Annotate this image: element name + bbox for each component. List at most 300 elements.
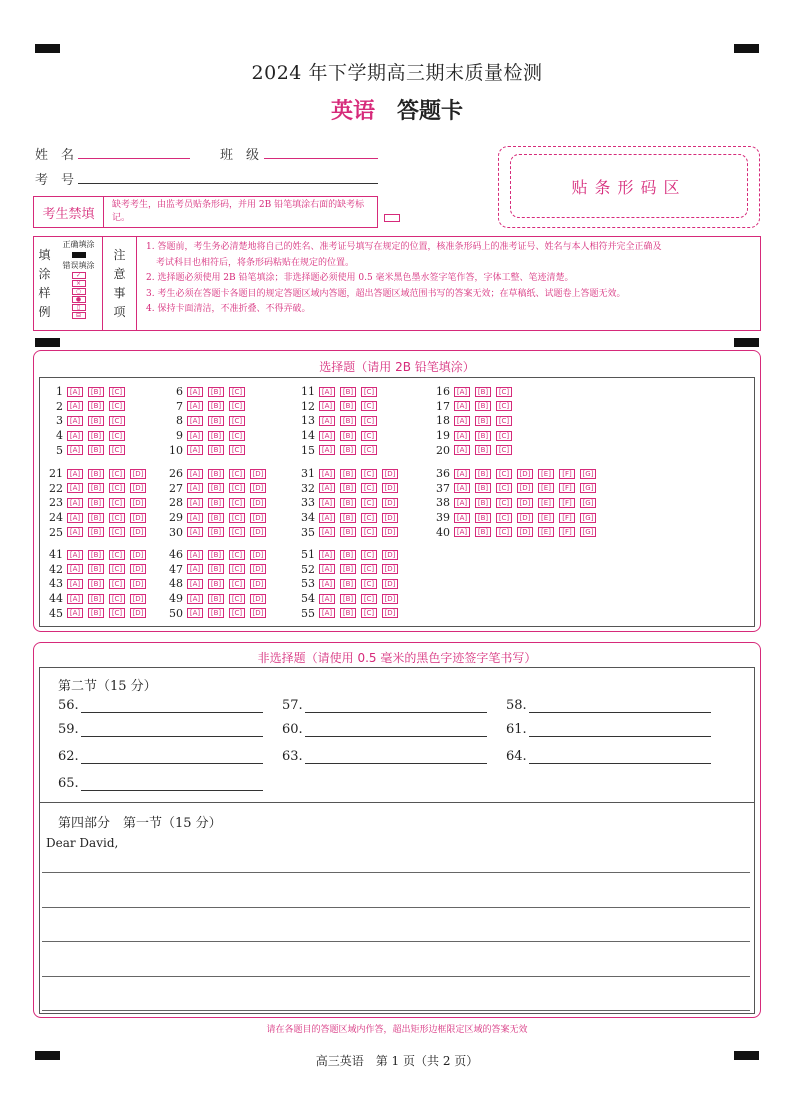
question-number: 39 xyxy=(436,511,450,525)
option-bubble-d[interactable]: [D] xyxy=(250,579,266,589)
question-24 xyxy=(43,511,151,524)
option-bubble-c[interactable]: [C] xyxy=(496,513,512,523)
option-bubble-d[interactable]: [D] xyxy=(130,579,146,589)
option-bubble-b[interactable]: [B] xyxy=(208,416,224,426)
option-bubble-d[interactable]: [D] xyxy=(130,550,146,560)
subject-label: 英语 xyxy=(330,98,375,124)
option-bubble-b[interactable]: [B] xyxy=(340,527,356,537)
option-bubble-a[interactable]: [A] xyxy=(67,608,83,618)
question-number: 36 xyxy=(436,467,450,480)
option-bubble-c[interactable]: [C] xyxy=(109,445,125,455)
question-number: 7 xyxy=(176,399,183,413)
option-bubble-g[interactable]: [G] xyxy=(580,513,596,523)
option-bubble-b[interactable]: [B] xyxy=(88,498,104,508)
option-bubble-a[interactable]: [A] xyxy=(319,483,335,493)
question-36 xyxy=(430,467,601,480)
option-bubble-a[interactable]: [A] xyxy=(187,527,203,537)
option-bubble-a[interactable]: [A] xyxy=(187,513,203,523)
option-bubble-c[interactable]: [C] xyxy=(361,564,377,574)
option-bubble-a[interactable]: [A] xyxy=(187,469,203,479)
option-bubble-c[interactable]: [C] xyxy=(109,513,125,523)
page-footer: 高三英语 第 1 页（共 2 页） xyxy=(315,1054,479,1068)
option-bubble-a[interactable]: [A] xyxy=(67,527,83,537)
option-bubble-a[interactable]: [A] xyxy=(67,564,83,574)
notice-rule: 4. 保持卡面清洁，不准折叠、不得弄破。 xyxy=(146,304,311,314)
option-bubble-a[interactable]: [A] xyxy=(319,401,335,411)
option-bubble-c[interactable]: [C] xyxy=(361,594,377,604)
option-bubble-c[interactable]: [C] xyxy=(361,387,377,397)
notice-char: 项 xyxy=(113,304,126,319)
option-bubble-d[interactable]: [D] xyxy=(250,564,266,574)
question-number: 37 xyxy=(436,481,450,495)
blank-65[interactable] xyxy=(58,776,263,791)
option-bubble-b[interactable]: [B] xyxy=(88,550,104,560)
option-bubble-f[interactable]: [F] xyxy=(559,498,575,508)
option-bubble-c[interactable]: [C] xyxy=(109,416,125,426)
option-bubble-c[interactable]: [C] xyxy=(109,564,125,574)
option-bubble-c[interactable]: [C] xyxy=(496,483,512,493)
option-bubble-e[interactable]: [E] xyxy=(538,483,554,493)
option-bubble-c[interactable]: [C] xyxy=(109,401,125,411)
question-53 xyxy=(295,577,403,590)
question-number: 46 xyxy=(169,548,183,561)
option-bubble-b[interactable]: [B] xyxy=(340,431,356,441)
option-bubble-b[interactable]: [B] xyxy=(475,513,491,523)
option-bubble-a[interactable]: [A] xyxy=(187,498,203,508)
option-bubble-b[interactable]: [B] xyxy=(475,416,491,426)
option-bubble-d[interactable]: [D] xyxy=(250,550,266,560)
option-bubble-c[interactable]: [C] xyxy=(109,469,125,479)
option-bubble-b[interactable]: [B] xyxy=(475,527,491,537)
option-bubble-a[interactable]: [A] xyxy=(67,550,83,560)
option-bubble-b[interactable]: [B] xyxy=(208,483,224,493)
option-bubble-b[interactable]: [B] xyxy=(340,498,356,508)
question-8 xyxy=(163,414,250,427)
option-bubble-b[interactable]: [B] xyxy=(208,579,224,589)
option-bubble-a[interactable]: [A] xyxy=(187,387,203,397)
option-bubble-d[interactable]: [D] xyxy=(382,513,398,523)
option-bubble-e[interactable]: [E] xyxy=(538,527,554,537)
option-bubble-d[interactable]: [D] xyxy=(130,594,146,604)
blank-59[interactable] xyxy=(58,722,263,737)
option-bubble-d[interactable]: [D] xyxy=(382,527,398,537)
option-bubble-c[interactable]: [C] xyxy=(361,550,377,560)
option-bubble-b[interactable]: [B] xyxy=(208,594,224,604)
option-bubble-b[interactable]: [B] xyxy=(208,513,224,523)
option-bubble-b[interactable]: [B] xyxy=(340,550,356,560)
option-bubble-c[interactable]: [C] xyxy=(496,416,512,426)
blank-61[interactable] xyxy=(506,722,711,737)
option-bubble-b[interactable]: [B] xyxy=(475,498,491,508)
option-bubble-b[interactable]: [B] xyxy=(88,469,104,479)
question-20 xyxy=(430,444,517,457)
option-bubble-b[interactable]: [B] xyxy=(208,469,224,479)
option-bubble-a[interactable]: [A] xyxy=(67,387,83,397)
option-bubble-b[interactable]: [B] xyxy=(88,527,104,537)
option-bubble-a[interactable]: [A] xyxy=(319,513,335,523)
question-number: 19 xyxy=(436,429,450,443)
option-bubble-g[interactable]: [G] xyxy=(580,469,596,479)
blank-line[interactable] xyxy=(305,699,487,713)
blank-58[interactable] xyxy=(506,698,711,713)
option-bubble-b[interactable]: [B] xyxy=(340,416,356,426)
question-number: 17 xyxy=(436,399,450,413)
option-bubble-d[interactable]: [D] xyxy=(250,608,266,618)
option-bubble-b[interactable]: [B] xyxy=(208,401,224,411)
writing-line[interactable] xyxy=(42,976,750,977)
option-bubble-c[interactable]: [C] xyxy=(361,483,377,493)
question-19 xyxy=(430,429,517,442)
option-bubble-c[interactable]: [C] xyxy=(361,431,377,441)
option-bubble-d[interactable]: [D] xyxy=(382,483,398,493)
option-bubble-a[interactable]: [A] xyxy=(454,527,470,537)
option-bubble-c[interactable]: [C] xyxy=(496,387,512,397)
option-bubble-a[interactable]: [A] xyxy=(454,483,470,493)
option-bubble-c[interactable]: [C] xyxy=(361,416,377,426)
option-bubble-c[interactable]: [C] xyxy=(109,387,125,397)
option-bubble-a[interactable]: [A] xyxy=(67,594,83,604)
nonchoice-heading: 非选择题（请使用 0.5 毫米的黑色字迹签字笔书写） xyxy=(257,651,537,665)
option-bubble-b[interactable]: [B] xyxy=(88,416,104,426)
option-bubble-b[interactable]: [B] xyxy=(475,469,491,479)
fill-sample-char: 涂 xyxy=(38,266,51,281)
option-bubble-d[interactable]: [D] xyxy=(130,513,146,523)
option-bubble-a[interactable]: [A] xyxy=(319,387,335,397)
option-bubble-a[interactable]: [A] xyxy=(319,498,335,508)
option-bubble-c[interactable]: [C] xyxy=(109,431,125,441)
option-bubble-c[interactable]: [C] xyxy=(109,594,125,604)
option-bubble-c[interactable]: [C] xyxy=(361,469,377,479)
option-bubble-a[interactable]: [A] xyxy=(454,431,470,441)
option-bubble-b[interactable]: [B] xyxy=(208,431,224,441)
option-bubble-c[interactable]: [C] xyxy=(496,527,512,537)
option-bubble-d[interactable]: [D] xyxy=(517,469,533,479)
question-49 xyxy=(163,592,271,605)
writing-line[interactable] xyxy=(42,872,750,873)
question-3 xyxy=(43,414,130,427)
option-bubble-c[interactable]: [C] xyxy=(229,483,245,493)
option-bubble-b[interactable]: [B] xyxy=(340,469,356,479)
blank-line[interactable] xyxy=(81,723,263,737)
blank-line[interactable] xyxy=(529,699,711,713)
option-bubble-b[interactable]: [B] xyxy=(340,513,356,523)
option-bubble-b[interactable]: [B] xyxy=(340,594,356,604)
option-bubble-b[interactable]: [B] xyxy=(88,431,104,441)
option-bubble-b[interactable]: [B] xyxy=(88,594,104,604)
option-bubble-c[interactable]: [C] xyxy=(109,483,125,493)
blank-56[interactable] xyxy=(58,698,263,713)
option-bubble-g[interactable]: [G] xyxy=(580,498,596,508)
writing-line[interactable] xyxy=(42,1010,750,1011)
option-bubble-b[interactable]: [B] xyxy=(340,608,356,618)
blank-line[interactable] xyxy=(81,777,263,791)
option-bubble-a[interactable]: [A] xyxy=(454,445,470,455)
option-bubble-c[interactable]: [C] xyxy=(109,550,125,560)
question-46 xyxy=(163,548,271,561)
option-bubble-c[interactable]: [C] xyxy=(229,416,245,426)
option-bubble-d[interactable]: [D] xyxy=(382,608,398,618)
option-bubble-c[interactable]: [C] xyxy=(109,579,125,589)
option-bubble-c[interactable]: [C] xyxy=(229,431,245,441)
option-bubble-b[interactable]: [B] xyxy=(208,498,224,508)
question-31 xyxy=(295,467,403,480)
option-bubble-d[interactable]: [D] xyxy=(517,527,533,537)
question-number: 8 xyxy=(176,414,183,428)
option-bubble-c[interactable]: [C] xyxy=(496,469,512,479)
option-bubble-e[interactable]: [E] xyxy=(538,498,554,508)
option-bubble-c[interactable]: [C] xyxy=(496,401,512,411)
option-bubble-a[interactable]: [A] xyxy=(187,564,203,574)
question-number: 31 xyxy=(301,467,315,480)
question-number: 27 xyxy=(169,481,183,495)
option-bubble-a[interactable]: [A] xyxy=(454,416,470,426)
option-bubble-a[interactable]: [A] xyxy=(67,431,83,441)
question-number: 4 xyxy=(56,429,63,443)
option-bubble-b[interactable]: [B] xyxy=(88,483,104,493)
option-bubble-a[interactable]: [A] xyxy=(319,445,335,455)
option-bubble-b[interactable]: [B] xyxy=(88,401,104,411)
option-bubble-a[interactable]: [A] xyxy=(187,431,203,441)
option-bubble-a[interactable]: [A] xyxy=(454,387,470,397)
option-bubble-b[interactable]: [B] xyxy=(208,387,224,397)
option-bubble-b[interactable]: [B] xyxy=(88,564,104,574)
option-bubble-d[interactable]: [D] xyxy=(130,483,146,493)
option-bubble-d[interactable]: [D] xyxy=(250,513,266,523)
option-bubble-c[interactable]: [C] xyxy=(229,527,245,537)
option-bubble-a[interactable]: [A] xyxy=(319,608,335,618)
option-bubble-c[interactable]: [C] xyxy=(361,579,377,589)
option-bubble-c[interactable]: [C] xyxy=(109,608,125,618)
option-bubble-b[interactable]: [B] xyxy=(475,483,491,493)
option-bubble-c[interactable]: [C] xyxy=(229,564,245,574)
option-bubble-c[interactable]: [C] xyxy=(361,527,377,537)
option-bubble-a[interactable]: [A] xyxy=(319,594,335,604)
option-bubble-b[interactable]: [B] xyxy=(208,527,224,537)
option-bubble-d[interactable]: [D] xyxy=(130,498,146,508)
option-bubble-c[interactable]: [C] xyxy=(109,527,125,537)
option-bubble-a[interactable]: [A] xyxy=(319,416,335,426)
blank-line[interactable] xyxy=(529,750,711,764)
question-32 xyxy=(295,482,403,495)
question-number: 55 xyxy=(301,606,315,620)
option-bubble-a[interactable]: [A] xyxy=(454,469,470,479)
option-bubble-b[interactable]: [B] xyxy=(475,387,491,397)
option-bubble-d[interactable]: [D] xyxy=(517,498,533,508)
wrong-fill-sample: ⊟ xyxy=(72,312,86,319)
option-bubble-a[interactable]: [A] xyxy=(454,401,470,411)
option-bubble-d[interactable]: [D] xyxy=(382,550,398,560)
option-bubble-c[interactable]: [C] xyxy=(496,498,512,508)
exam-no-field[interactable] xyxy=(78,183,378,184)
option-bubble-a[interactable]: [A] xyxy=(319,550,335,560)
question-number: 21 xyxy=(49,467,63,480)
question-35 xyxy=(295,526,403,539)
option-bubble-a[interactable]: [A] xyxy=(187,483,203,493)
question-number: 54 xyxy=(301,592,315,606)
option-bubble-c[interactable]: [C] xyxy=(229,550,245,560)
blank-57[interactable] xyxy=(282,698,487,713)
option-bubble-b[interactable]: [B] xyxy=(88,608,104,618)
option-bubble-c[interactable]: [C] xyxy=(229,513,245,523)
blank-line[interactable] xyxy=(81,699,263,713)
option-bubble-a[interactable]: [A] xyxy=(319,527,335,537)
option-bubble-g[interactable]: [G] xyxy=(580,483,596,493)
option-bubble-a[interactable]: [A] xyxy=(187,445,203,455)
option-bubble-d[interactable]: [D] xyxy=(250,527,266,537)
forbid-box xyxy=(33,196,378,228)
question-number: 38 xyxy=(436,496,450,510)
question-12 xyxy=(295,400,382,413)
option-bubble-b[interactable]: [B] xyxy=(88,513,104,523)
option-bubble-d[interactable]: [D] xyxy=(517,483,533,493)
option-bubble-d[interactable]: [D] xyxy=(382,498,398,508)
option-bubble-g[interactable]: [G] xyxy=(580,527,596,537)
option-bubble-a[interactable]: [A] xyxy=(187,594,203,604)
blank-line[interactable] xyxy=(81,750,263,764)
option-bubble-c[interactable]: [C] xyxy=(496,431,512,441)
option-bubble-f[interactable]: [F] xyxy=(559,469,575,479)
option-bubble-a[interactable]: [A] xyxy=(67,579,83,589)
name-field[interactable] xyxy=(78,158,190,159)
option-bubble-a[interactable]: [A] xyxy=(319,579,335,589)
option-bubble-b[interactable]: [B] xyxy=(475,445,491,455)
blank-number: 61. xyxy=(506,722,527,737)
option-bubble-f[interactable]: [F] xyxy=(559,527,575,537)
option-bubble-c[interactable]: [C] xyxy=(361,513,377,523)
question-number: 47 xyxy=(169,562,183,576)
option-bubble-b[interactable]: [B] xyxy=(340,579,356,589)
question-number: 5 xyxy=(56,443,63,457)
option-bubble-c[interactable]: [C] xyxy=(229,594,245,604)
option-bubble-d[interactable]: [D] xyxy=(250,594,266,604)
option-bubble-c[interactable]: [C] xyxy=(229,608,245,618)
option-bubble-a[interactable]: [A] xyxy=(319,431,335,441)
option-bubble-d[interactable]: [D] xyxy=(382,594,398,604)
notice-rule: 考试科目也相符后，将条形码粘贴在规定的位置。 xyxy=(156,257,355,268)
notice-rule: 2. 选择题必须使用 2B 铅笔填涂；非选择题必须使用 0.5 毫米黑色墨水签字笔作答，字体工整、笔迹清楚。 xyxy=(146,273,574,283)
question-number: 50 xyxy=(169,606,183,620)
blank-number: 58. xyxy=(506,698,527,713)
option-bubble-d[interactable]: [D] xyxy=(250,498,266,508)
class-field[interactable] xyxy=(264,158,378,159)
option-bubble-d[interactable]: [D] xyxy=(130,564,146,574)
option-bubble-d[interactable]: [D] xyxy=(130,469,146,479)
option-bubble-c[interactable]: [C] xyxy=(496,445,512,455)
question-18 xyxy=(430,414,517,427)
option-bubble-b[interactable]: [B] xyxy=(475,431,491,441)
question-number: 53 xyxy=(301,577,315,591)
option-bubble-e[interactable]: [E] xyxy=(538,513,554,523)
option-bubble-c[interactable]: [C] xyxy=(361,445,377,455)
option-bubble-a[interactable]: [A] xyxy=(67,469,83,479)
option-bubble-c[interactable]: [C] xyxy=(361,498,377,508)
writing-line[interactable] xyxy=(42,907,750,908)
option-bubble-a[interactable]: [A] xyxy=(187,608,203,618)
option-bubble-d[interactable]: [D] xyxy=(250,469,266,479)
option-bubble-a[interactable]: [A] xyxy=(67,416,83,426)
option-bubble-c[interactable]: [C] xyxy=(229,401,245,411)
option-bubble-a[interactable]: [A] xyxy=(319,564,335,574)
option-bubble-b[interactable]: [B] xyxy=(88,579,104,589)
blank-64[interactable] xyxy=(506,749,711,764)
option-bubble-c[interactable]: [C] xyxy=(361,608,377,618)
option-bubble-a[interactable]: [A] xyxy=(67,483,83,493)
option-bubble-b[interactable]: [B] xyxy=(340,401,356,411)
option-bubble-f[interactable]: [F] xyxy=(559,513,575,523)
absence-mark-box[interactable] xyxy=(384,214,400,222)
blank-line[interactable] xyxy=(305,723,487,737)
option-bubble-b[interactable]: [B] xyxy=(340,483,356,493)
option-bubble-b[interactable]: [B] xyxy=(88,445,104,455)
option-bubble-c[interactable]: [C] xyxy=(229,445,245,455)
option-bubble-a[interactable]: [A] xyxy=(67,513,83,523)
question-37 xyxy=(430,482,601,495)
option-bubble-b[interactable]: [B] xyxy=(208,445,224,455)
blank-line[interactable] xyxy=(529,723,711,737)
question-16 xyxy=(430,385,517,398)
option-bubble-a[interactable]: [A] xyxy=(187,416,203,426)
option-bubble-d[interactable]: [D] xyxy=(130,608,146,618)
option-bubble-a[interactable]: [A] xyxy=(67,401,83,411)
option-bubble-d[interactable]: [D] xyxy=(250,483,266,493)
option-bubble-c[interactable]: [C] xyxy=(109,498,125,508)
question-number: 49 xyxy=(169,592,183,606)
blank-line[interactable] xyxy=(305,750,487,764)
question-50 xyxy=(163,607,271,620)
option-bubble-a[interactable]: [A] xyxy=(319,469,335,479)
blank-62[interactable] xyxy=(58,749,263,764)
option-bubble-d[interactable]: [D] xyxy=(382,564,398,574)
option-bubble-b[interactable]: [B] xyxy=(208,550,224,560)
option-bubble-a[interactable]: [A] xyxy=(187,579,203,589)
option-bubble-d[interactable]: [D] xyxy=(130,527,146,537)
fill-sample-label xyxy=(34,237,55,330)
option-bubble-d[interactable]: [D] xyxy=(517,513,533,523)
option-bubble-c[interactable]: [C] xyxy=(229,387,245,397)
option-bubble-b[interactable]: [B] xyxy=(88,387,104,397)
question-15 xyxy=(295,444,382,457)
option-bubble-e[interactable]: [E] xyxy=(538,469,554,479)
question-2 xyxy=(43,400,130,413)
option-bubble-c[interactable]: [C] xyxy=(229,498,245,508)
option-bubble-c[interactable]: [C] xyxy=(229,579,245,589)
question-5 xyxy=(43,444,130,457)
option-bubble-a[interactable]: [A] xyxy=(67,498,83,508)
option-bubble-d[interactable]: [D] xyxy=(382,469,398,479)
option-bubble-b[interactable]: [B] xyxy=(208,608,224,618)
option-bubble-a[interactable]: [A] xyxy=(187,550,203,560)
option-bubble-a[interactable]: [A] xyxy=(67,445,83,455)
option-bubble-f[interactable]: [F] xyxy=(559,483,575,493)
blank-60[interactable] xyxy=(282,722,487,737)
option-bubble-a[interactable]: [A] xyxy=(187,401,203,411)
option-bubble-b[interactable]: [B] xyxy=(340,445,356,455)
option-bubble-b[interactable]: [B] xyxy=(340,564,356,574)
option-bubble-c[interactable]: [C] xyxy=(361,401,377,411)
option-bubble-b[interactable]: [B] xyxy=(208,564,224,574)
question-11 xyxy=(295,385,382,398)
option-bubble-a[interactable]: [A] xyxy=(454,498,470,508)
question-number: 3 xyxy=(56,414,63,428)
option-bubble-c[interactable]: [C] xyxy=(229,469,245,479)
option-bubble-b[interactable]: [B] xyxy=(475,401,491,411)
option-bubble-d[interactable]: [D] xyxy=(382,579,398,589)
question-26 xyxy=(163,467,271,480)
option-bubble-b[interactable]: [B] xyxy=(340,387,356,397)
blank-63[interactable] xyxy=(282,749,487,764)
option-bubble-a[interactable]: [A] xyxy=(454,513,470,523)
writing-line[interactable] xyxy=(42,941,750,942)
